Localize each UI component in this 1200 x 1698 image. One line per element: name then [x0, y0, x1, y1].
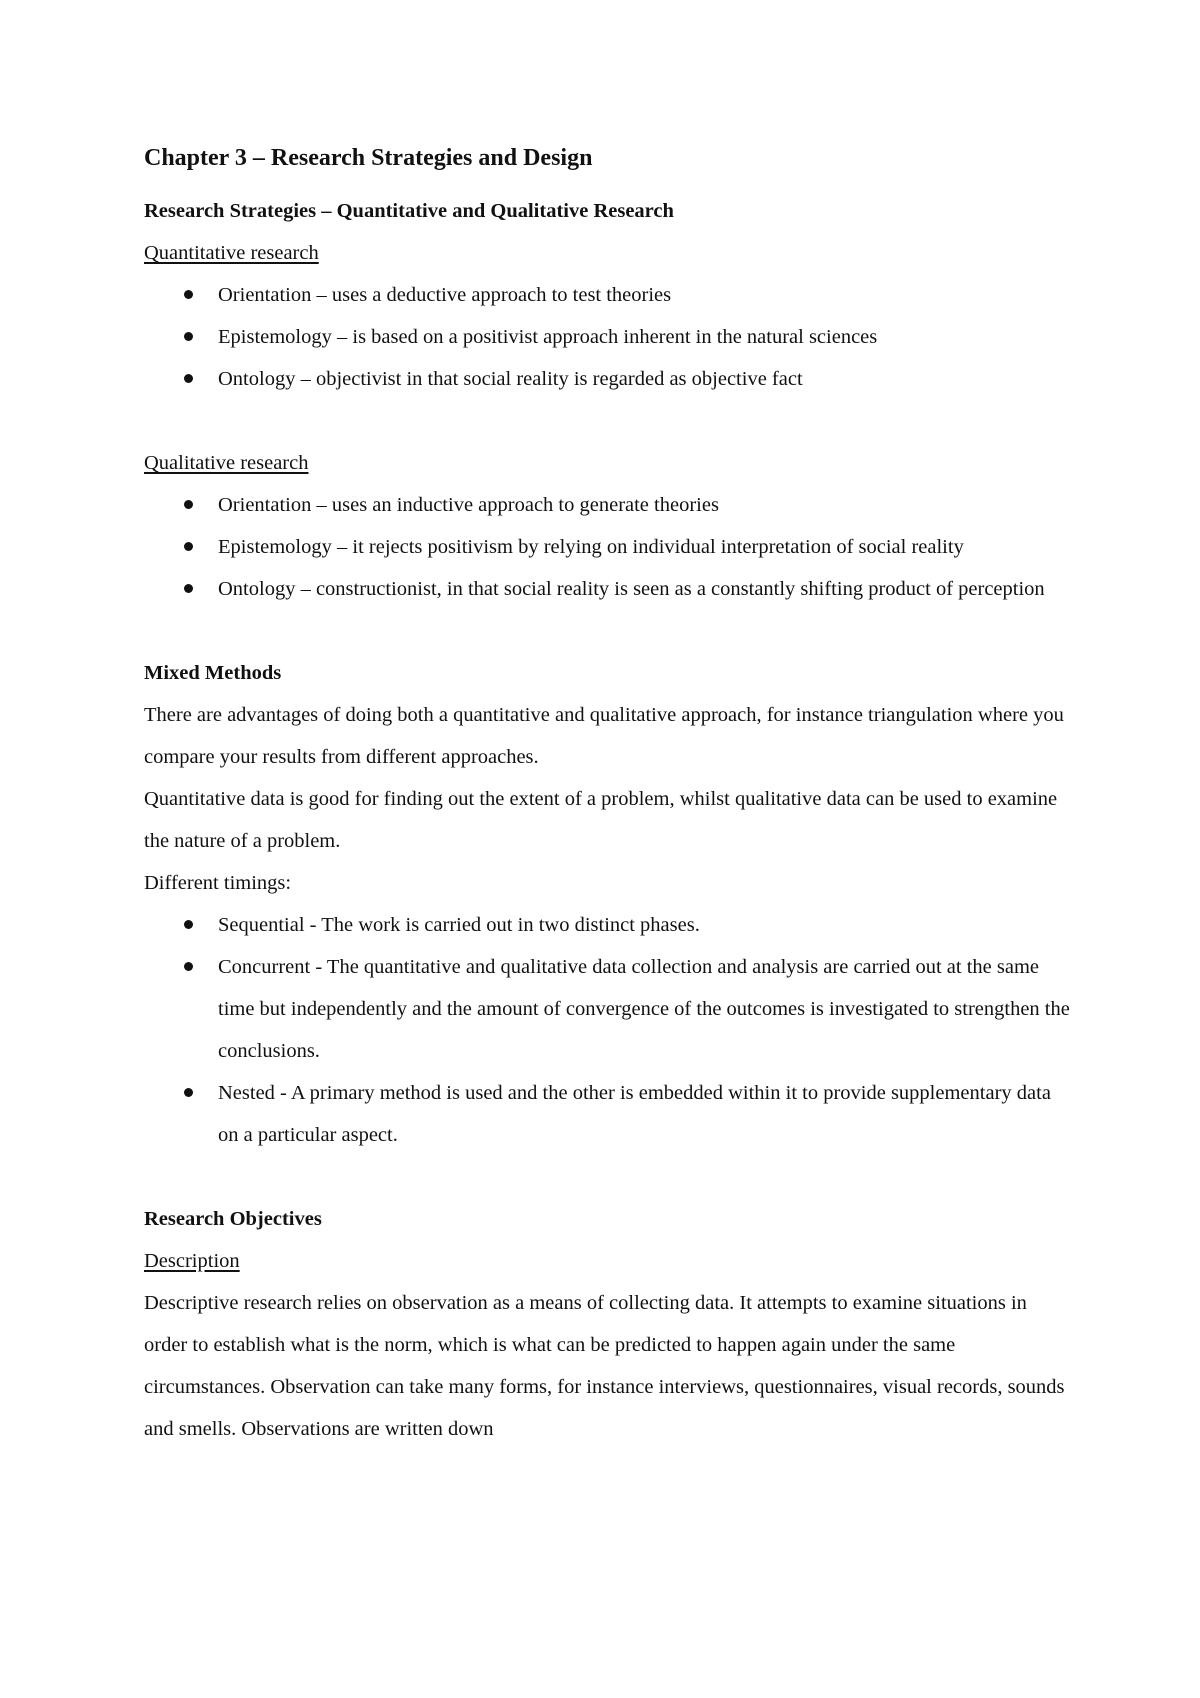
list-item [144, 946, 1074, 1072]
list-item [144, 568, 1074, 610]
document-content [144, 138, 1074, 1450]
bullet-icon [184, 1088, 193, 1097]
list-item [144, 316, 1074, 358]
bullet-icon [184, 332, 193, 341]
list-item-text: Epistemology – it rejects positivism by relying on individual interpretation of social reality [218, 536, 964, 558]
mixed-methods-heading: Mixed Methods [144, 662, 282, 684]
research-objectives-heading: Research Objectives [144, 1208, 322, 1230]
list-item [144, 1072, 1074, 1156]
list-item-text: Concurrent - The quantitative and qualitative data collection and analysis are carried out at the same time but independently and the amount of convergence of the outcomes is investigated to strengthen the conclusions. [218, 956, 1070, 1062]
quantitative-heading: Quantitative research [144, 242, 319, 264]
chapter-title: Chapter 3 – Research Strategies and Design [144, 145, 593, 171]
description-paragraph: Descriptive research relies on observation as a means of collecting data. It attempts to examine situations in order to establish what is the norm, which is what can be predicted to happen again under the same circumstances. Observation can take many forms, for instance interviews, questionnaires, visual records, sounds and smells. Observations are written down [144, 1292, 1065, 1440]
bullet-icon [184, 290, 193, 299]
list-item [144, 358, 1074, 400]
bullet-icon [184, 584, 193, 593]
list-item-text: Ontology – constructionist, in that social reality is seen as a constantly shifting product of perception [218, 578, 1045, 600]
bullet-icon [184, 374, 193, 383]
timings-list [144, 904, 1074, 1156]
qualitative-list [144, 484, 1074, 610]
timings-label: Different timings: [144, 872, 292, 894]
list-item [144, 484, 1074, 526]
list-item-text: Orientation – uses a deductive approach to test theories [218, 284, 672, 306]
list-item-text: Epistemology – is based on a positivist approach inherent in the natural sciences [218, 326, 878, 348]
qualitative-heading: Qualitative research [144, 452, 309, 474]
list-item-text: Nested - A primary method is used and the other is embedded within it to provide supplementary data on a particular aspect. [218, 1082, 1051, 1146]
list-item-text: Orientation – uses an inductive approach to generate theories [218, 494, 719, 516]
bullet-icon [184, 500, 193, 509]
quantitative-list [144, 274, 1074, 400]
spacer [144, 1156, 1074, 1198]
description-heading: Description [144, 1250, 240, 1272]
list-item [144, 274, 1074, 316]
list-item-text: Sequential - The work is carried out in two distinct phases. [218, 914, 700, 936]
spacer [144, 400, 1074, 442]
list-item [144, 526, 1074, 568]
bullet-icon [184, 542, 193, 551]
spacer [144, 610, 1074, 652]
bullet-icon [184, 920, 193, 929]
mixed-methods-paragraph-1: There are advantages of doing both a quantitative and qualitative approach, for instance triangulation where you compare your results from different approaches. [144, 704, 1064, 768]
mixed-methods-paragraph-2: Quantitative data is good for finding out the extent of a problem, whilst qualitative data can be used to examine the nature of a problem. [144, 788, 1058, 852]
list-item-text: Ontology – objectivist in that social reality is regarded as objective fact [218, 368, 803, 390]
section-heading-research-strategies: Research Strategies – Quantitative and Qualitative Research [144, 200, 674, 222]
bullet-icon [184, 962, 193, 971]
list-item [144, 904, 1074, 946]
